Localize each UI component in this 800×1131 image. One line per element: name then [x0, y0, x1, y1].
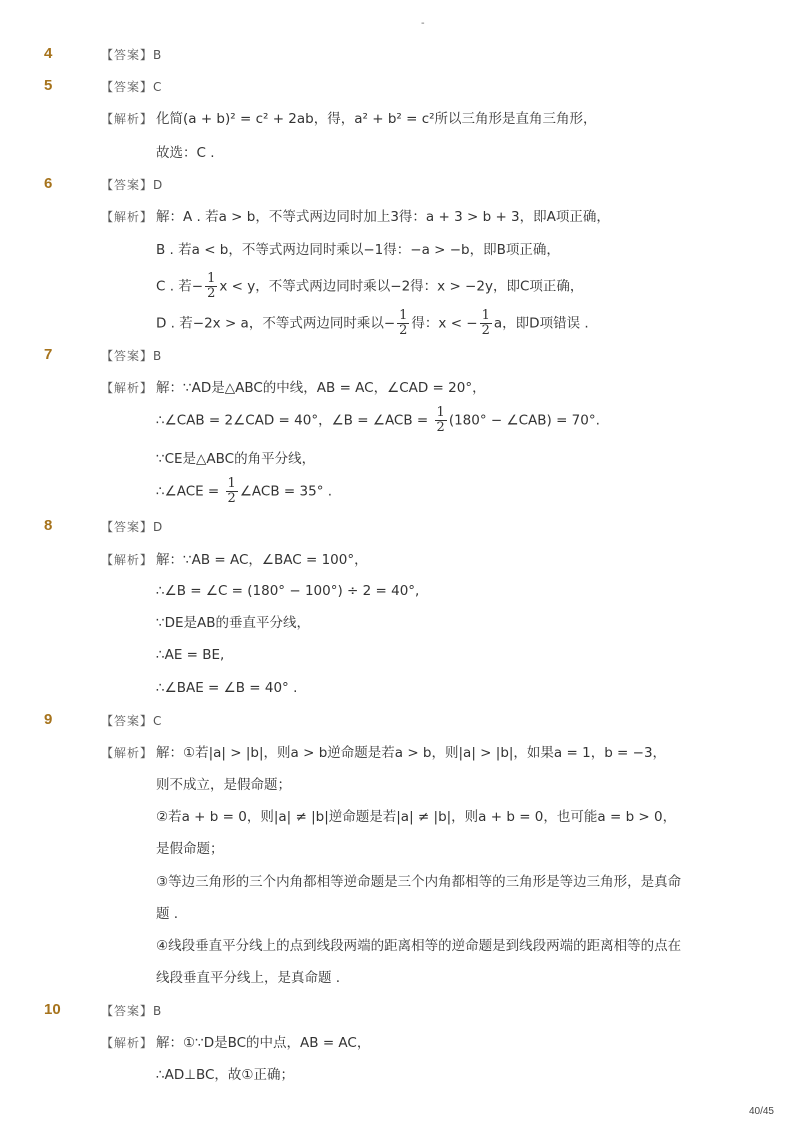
analysis-line: ∴AD⊥BC，故①正确； [156, 1067, 295, 1083]
analysis-line: 解：∵AD是△ABC的中线，AB = AC，∠CAD = 20°， [156, 380, 486, 396]
analysis-line: 解：①若|a| > |b|，则a > b逆命题是若a > b，则|a| > |b|，如果a = 1，b = −3， [156, 745, 667, 761]
analysis-line: 题 . [156, 906, 179, 922]
analysis-line: 解：A . 若a > b，不等式两边同时加上3得：a + 3 > b + 3，即A项正确， [156, 209, 610, 225]
line-text: (180° − ∠CAB) = 70°. [448, 412, 600, 429]
answer-tag: 【答案】 [101, 178, 154, 192]
analysis-tag: 【解析】 [101, 210, 154, 224]
analysis-line [156, 406, 760, 435]
fraction-denominator: 2 [207, 286, 216, 301]
analysis-tag: 【解析】 [101, 381, 154, 395]
analysis-line: 解：∵AB = AC，∠BAC = 100°， [156, 552, 368, 568]
answer-row [101, 175, 163, 195]
analysis-line: ∴∠BAE = ∠B = 40° . [156, 680, 298, 696]
line-text: D . 若−2x > a，不等式两边同时乘以− [156, 315, 396, 332]
analysis-line [156, 272, 760, 301]
answer-row [101, 517, 163, 537]
line-text: 得：x < − [411, 315, 478, 332]
line-text: a，即D项错误 . [493, 315, 589, 332]
analysis-line [156, 309, 760, 338]
analysis-line: ∴∠B = ∠C = (180° − 100°) ÷ 2 = 40°, [156, 583, 420, 599]
answer-tag: 【答案】 [101, 1004, 154, 1018]
answer-value: D [153, 520, 164, 534]
fraction-numerator: 1 [481, 308, 490, 323]
question-number: 4 [44, 45, 53, 62]
question-number: 6 [44, 175, 53, 192]
analysis-line: ∴AE = BE, [156, 647, 225, 663]
answer-row [101, 346, 162, 366]
fraction-denominator: 2 [227, 491, 236, 506]
answer-value: D [153, 178, 164, 192]
line-text: C . 若− [156, 278, 204, 295]
line-text: ∠ACB = 35° . [239, 483, 333, 500]
analysis-line: 则不成立，是假命题； [156, 777, 291, 793]
fraction [226, 477, 238, 506]
fraction [205, 272, 217, 301]
analysis-line: ④线段垂直平分线上的点到线段两端的距离相等的逆命题是到线段两端的距离相等的点在 [156, 938, 682, 954]
line-text: ∴∠CAB = 2∠CAD = 40°，∠B = ∠ACB = [156, 412, 433, 429]
fraction-denominator: 2 [399, 323, 408, 338]
analysis-line: ∵CE是△ABC的角平分线， [156, 451, 316, 467]
question-number: 9 [44, 711, 53, 728]
question-number: 10 [44, 1001, 61, 1018]
question-number: 5 [44, 77, 53, 94]
analysis-line: ②若a + b = 0，则|a| ≠ |b|逆命题是若|a| ≠ |b|，则a + b = 0，也可能a = b > 0， [156, 809, 677, 825]
fraction-denominator: 2 [481, 323, 490, 338]
answer-tag: 【答案】 [101, 80, 154, 94]
fraction-numerator: 1 [399, 308, 408, 323]
question-number: 8 [44, 517, 53, 534]
analysis-line: 是假命题； [156, 841, 224, 857]
analysis-tag: 【解析】 [101, 553, 154, 567]
line-text: ∴∠ACE = [156, 483, 224, 500]
answer-value: C [153, 80, 163, 94]
page-number: 40/45 [748, 1106, 774, 1117]
analysis-line [156, 477, 760, 506]
answer-tag: 【答案】 [101, 349, 154, 363]
analysis-line: 线段垂直平分线上，是真命题 . [156, 970, 341, 986]
answer-value: C [153, 714, 163, 728]
answer-tag: 【答案】 [101, 48, 154, 62]
fraction [435, 406, 447, 435]
analysis-line: B . 若a < b，不等式两边同时乘以−1得：−a > −b，即B项正确， [156, 242, 560, 258]
answer-row [101, 1001, 162, 1021]
question-number: 7 [44, 346, 53, 363]
answer-value: B [153, 1004, 163, 1018]
fraction [480, 309, 492, 338]
fraction-denominator: 2 [436, 420, 445, 435]
answer-value: B [153, 349, 163, 363]
answer-tag: 【答案】 [101, 714, 154, 728]
analysis-line: 化简(a + b)² = c² + 2ab，得，a² + b² = c²所以三角形是直角三角形， [156, 111, 597, 127]
fraction-numerator: 1 [436, 405, 445, 420]
analysis-line: 故选：C . [156, 145, 215, 161]
analysis-tag: 【解析】 [101, 746, 154, 760]
answer-row [101, 711, 162, 731]
answer-tag: 【答案】 [101, 520, 154, 534]
top-mark: - [421, 18, 425, 29]
analysis-line: 解：①∵D是BC的中点，AB = AC， [156, 1035, 371, 1051]
analysis-tag: 【解析】 [101, 112, 154, 126]
fraction-numerator: 1 [227, 476, 236, 491]
answer-value: B [153, 48, 163, 62]
line-text: x < y，不等式两边同时乘以−2得：x > −2y，即C项正确， [219, 278, 584, 295]
answer-row [101, 45, 162, 65]
fraction [397, 309, 409, 338]
fraction-numerator: 1 [207, 271, 216, 286]
answer-row [101, 77, 162, 97]
analysis-tag: 【解析】 [101, 1036, 154, 1050]
analysis-line: ③等边三角形的三个内角都相等逆命题是三个内角都相等的三角形是等边三角形，是真命 [156, 874, 682, 890]
analysis-line: ∵DE是AB的垂直平分线， [156, 615, 311, 631]
